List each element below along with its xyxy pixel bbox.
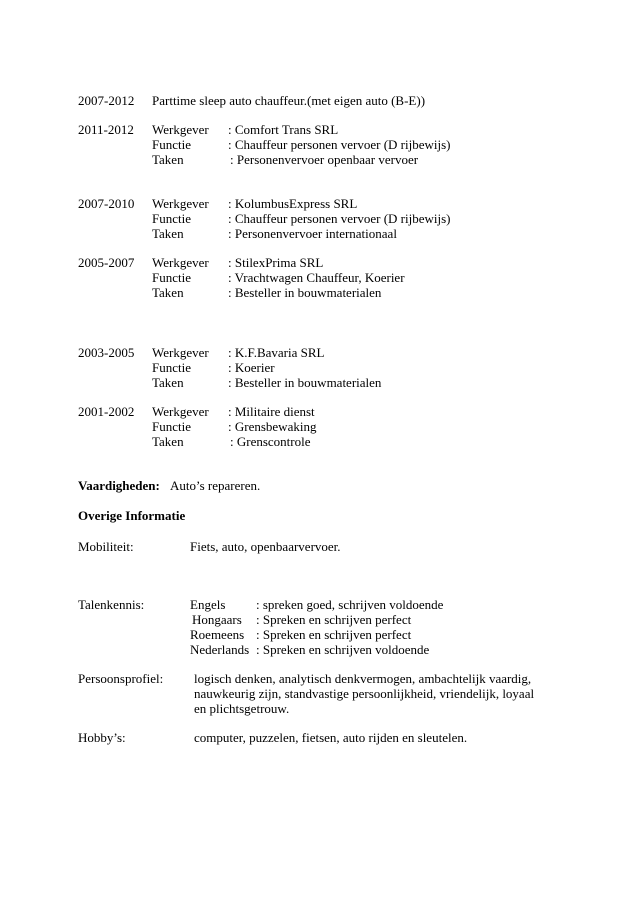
functie-value: : Grensbewaking <box>228 419 317 434</box>
functie-label: Functie <box>152 137 191 152</box>
functie-value: : Chauffeur personen vervoer (D rijbewijs) <box>228 137 451 152</box>
taken-label: Taken <box>152 285 184 300</box>
hobbies-value: computer, puzzelen, fietsen, auto rijden en sleutelen. <box>194 730 468 745</box>
functie-label: Functie <box>152 211 191 226</box>
entry-description: Parttime sleep auto chauffeur.(met eigen auto (B-E)) <box>152 93 426 108</box>
taken-value: : Personenvervoer internationaal <box>228 226 397 241</box>
functie-value: : Koerier <box>228 360 275 375</box>
profile-line: nauwkeurig zijn, standvastige persoonlijkheid, vriendelijk, loyaal <box>194 686 535 701</box>
functie-value: : Vrachtwagen Chauffeur, Koerier <box>228 270 405 285</box>
language-name: Roemeens <box>190 627 245 642</box>
language-level: : Spreken en schrijven voldoende <box>256 642 430 657</box>
taken-label: Taken <box>152 375 184 390</box>
language-name: Engels <box>190 597 226 612</box>
language-level: : Spreken en schrijven perfect <box>256 612 412 627</box>
languages-label: Talenkennis: <box>78 597 145 612</box>
taken-value: : Grenscontrole <box>230 434 311 449</box>
profile-line: en plichtsgetrouw. <box>194 701 290 716</box>
werkgever-label: Werkgever <box>152 122 209 137</box>
language-name: Hongaars <box>192 612 242 627</box>
profile-label: Persoonsprofiel: <box>78 671 164 686</box>
job-years: 2003-2005 <box>78 345 135 360</box>
werkgever-value: : KolumbusExpress SRL <box>228 196 358 211</box>
taken-value: : Besteller in bouwmaterialen <box>228 285 382 300</box>
functie-label: Functie <box>152 270 191 285</box>
entry-years: 2007-2012 <box>78 93 135 108</box>
functie-value: : Chauffeur personen vervoer (D rijbewijs) <box>228 211 451 226</box>
werkgever-value: : K.F.Bavaria SRL <box>228 345 325 360</box>
mobility-label: Mobiliteit: <box>78 539 134 554</box>
werkgever-label: Werkgever <box>152 345 209 360</box>
hobbies-label: Hobby’s: <box>78 730 126 745</box>
functie-label: Functie <box>152 360 191 375</box>
job-years: 2007-2010 <box>78 196 135 211</box>
werkgever-label: Werkgever <box>152 255 209 270</box>
werkgever-label: Werkgever <box>152 404 209 419</box>
taken-label: Taken <box>152 226 184 241</box>
job-years: 2005-2007 <box>78 255 135 270</box>
functie-label: Functie <box>152 419 191 434</box>
taken-label: Taken <box>152 152 184 167</box>
language-name: Nederlands <box>190 642 250 657</box>
taken-value: : Personenvervoer openbaar vervoer <box>230 152 419 167</box>
taken-value: : Besteller in bouwmaterialen <box>228 375 382 390</box>
job-years: 2011-2012 <box>78 122 134 137</box>
section-heading: Overige Informatie <box>78 508 186 523</box>
skills-label: Vaardigheden: <box>78 478 160 493</box>
language-level: : Spreken en schrijven perfect <box>256 627 412 642</box>
skills-value: Auto’s repareren. <box>170 478 261 493</box>
mobility-value: Fiets, auto, openbaarvervoer. <box>190 539 341 554</box>
job-years: 2001-2002 <box>78 404 135 419</box>
werkgever-value: : Comfort Trans SRL <box>228 122 339 137</box>
werkgever-label: Werkgever <box>152 196 209 211</box>
profile-line: logisch denken, analytisch denkvermogen, ambachtelijk vaardig, <box>194 671 532 686</box>
language-level: : spreken goed, schrijven voldoende <box>256 597 444 612</box>
taken-label: Taken <box>152 434 184 449</box>
werkgever-value: : Militaire dienst <box>228 404 315 419</box>
werkgever-value: : StilexPrima SRL <box>228 255 324 270</box>
